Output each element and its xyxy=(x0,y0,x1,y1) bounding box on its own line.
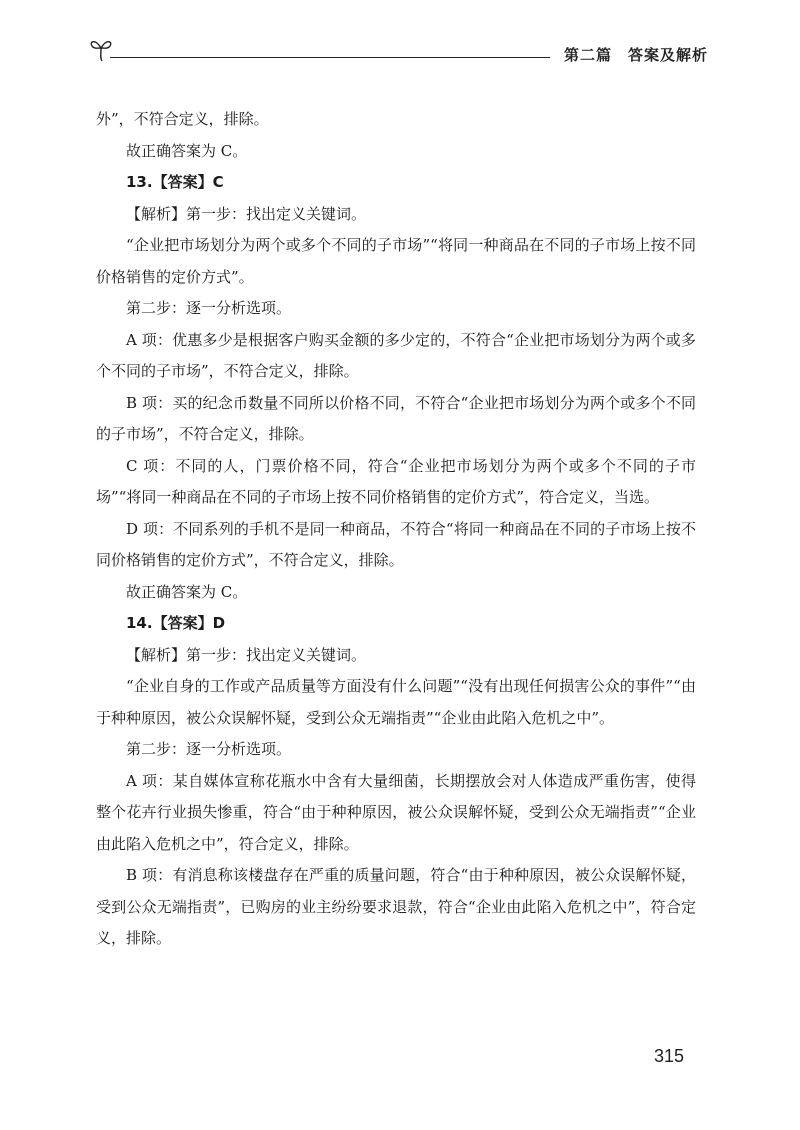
page-number: 315 xyxy=(654,1046,685,1066)
paragraph-conclusion: 故正确答案为 C。 xyxy=(126,582,248,601)
answer-heading-14: 14.【答案】D xyxy=(126,614,226,632)
option-c-analysis: C 项：不同的人，门票价格不同，符合“企业把市场划分为两个或多个不同的子市场”“将同一种商品在不同的子市场上按不同价格销售的定价方式”，符合定义，当选。 xyxy=(96,456,696,506)
answer-explanation-body xyxy=(96,104,696,955)
section-title: 第二篇 答案及解析 xyxy=(563,46,708,64)
sprout-icon xyxy=(88,34,114,64)
definition-keywords: “企业把市场划分为两个或多个不同的子市场”“将同一种商品在不同的子市场上按不同价格销售的定价方式”。 xyxy=(96,236,696,286)
option-b-analysis: B 项：买的纪念币数量不同所以价格不同，不符合“企业把市场划分为两个或多个不同的子市场”，不符合定义，排除。 xyxy=(96,393,696,443)
analysis-step-one: 【解析】第一步：找出定义关键词。 xyxy=(126,645,367,664)
analysis-step-one: 【解析】第一步：找出定义关键词。 xyxy=(126,204,367,223)
definition-keywords: “企业自身的工作或产品质量等方面没有什么问题”“没有出现任何损害公众的事件”“由于种种原因，被公众误解怀疑，受到公众无端指责”“企业由此陷入危机之中”。 xyxy=(96,677,696,727)
paragraph-continuation: 外”，不符合定义，排除。 xyxy=(96,110,269,128)
option-b-analysis: B 项：有消息称该楼盘存在严重的质量问题，符合“由于种种原因，被公众误解怀疑，受到公众无端指责”，已购房的业主纷纷要求退款，符合“企业由此陷入危机之中”，符合定义，排除。 xyxy=(96,866,696,947)
option-a-analysis: A 项：某自媒体宣称花瓶水中含有大量细菌，长期摆放会对人体造成严重伤害，使得整个花卉行业损失惨重，符合“由于种种原因，被公众误解怀疑，受到公众无端指责”“企业由此陷入危机之中”，符合定义，排除。 xyxy=(96,771,696,853)
option-d-analysis: D 项：不同系列的手机不是同一种商品，不符合“将同一种商品在不同的子市场上按不同价格销售的定价方式”，不符合定义，排除。 xyxy=(96,519,696,569)
analysis-step-two: 第二步：逐一分析选项。 xyxy=(126,299,292,317)
analysis-step-two: 第二步：逐一分析选项。 xyxy=(126,740,292,758)
page-header xyxy=(88,30,708,70)
option-a-analysis: A 项：优惠多少是根据客户购买金额的多少定的，不符合“企业把市场划分为两个或多个不同的子市场”，不符合定义，排除。 xyxy=(96,330,696,380)
answer-heading-13: 13.【答案】C xyxy=(126,173,224,191)
paragraph-conclusion: 故正确答案为 C。 xyxy=(126,141,248,160)
header-rule xyxy=(110,57,550,58)
